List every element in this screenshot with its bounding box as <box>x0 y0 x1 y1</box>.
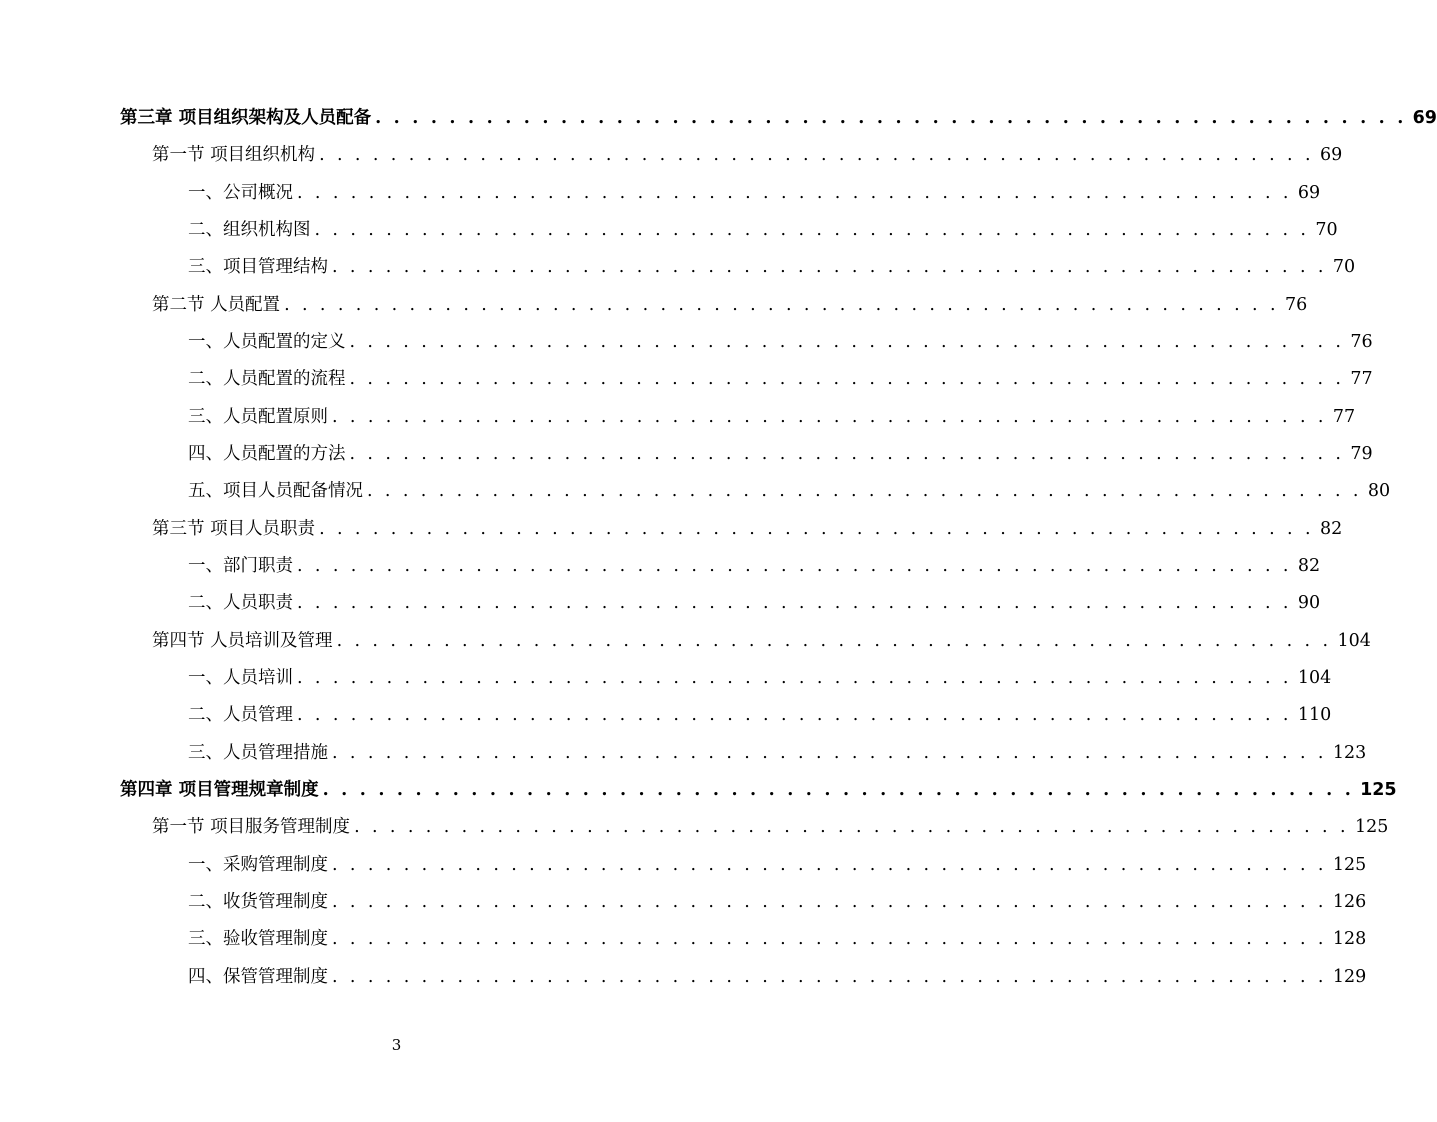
toc-entry-page-number: 69 <box>1319 145 1343 166</box>
toc-entry-page-number: 76 <box>1350 331 1373 352</box>
toc-dot-leader: . . . . . . . . . . . . . . . . . . . . . . . . . . . . . . . . . . . . . . . . . . . . . . . . . . . . . . . . <box>314 219 1310 240</box>
toc-subsection-entry[interactable] <box>0 399 1356 436</box>
toc-dot-leader: . . . . . . . . . . . . . . . . . . . . . . . . . . . . . . . . . . . . . . . . . . . . . . . . . . . . . . . . <box>332 892 1327 913</box>
toc-entry-title: 第四节 人员培训及管理 <box>152 630 333 651</box>
toc-section-entry[interactable] <box>0 511 1343 548</box>
toc-dot-leader: . . . . . . . . . . . . . . . . . . . . . . . . . . . . . . . . . . . . . . . . . . . . . . . . . . . . . . . . <box>375 107 1407 128</box>
toc-entry-title: 三、人员管理措施 <box>188 742 328 763</box>
toc-section-entry[interactable] <box>0 137 1343 174</box>
toc-entry-page-number: 104 <box>1337 630 1371 651</box>
table-of-contents <box>0 100 1437 996</box>
toc-entry-page-number: 128 <box>1332 929 1367 950</box>
toc-subsection-entry[interactable] <box>0 361 1373 398</box>
toc-entry-title: 第一节 项目组织机构 <box>152 145 316 166</box>
toc-entry-page-number: 77 <box>1350 369 1373 390</box>
toc-dot-leader: . . . . . . . . . . . . . . . . . . . . . . . . . . . . . . . . . . . . . . . . . . . . . . . . . . . . . . . . <box>336 630 1332 651</box>
toc-subsection-entry[interactable] <box>0 548 1321 585</box>
toc-entry-title: 一、人员培训 <box>188 668 293 689</box>
toc-entry-page-number: 69 <box>1412 107 1437 128</box>
toc-dot-leader: . . . . . . . . . . . . . . . . . . . . . . . . . . . . . . . . . . . . . . . . . . . . . . . . . . . . . . . . <box>354 817 1349 838</box>
toc-subsection-entry[interactable] <box>0 324 1373 361</box>
toc-subsection-entry[interactable] <box>0 660 1332 697</box>
toc-subsection-entry[interactable] <box>0 473 1391 510</box>
toc-entry-page-number: 70 <box>1332 257 1356 278</box>
toc-entry-title: 一、采购管理制度 <box>188 854 328 875</box>
toc-subsection-entry[interactable] <box>0 847 1367 884</box>
toc-chapter-entry[interactable] <box>0 772 1397 809</box>
toc-entry-page-number: 125 <box>1360 780 1397 801</box>
toc-entry-title: 五、项目人员配备情况 <box>188 481 363 502</box>
toc-dot-leader: . . . . . . . . . . . . . . . . . . . . . . . . . . . . . . . . . . . . . . . . . . . . . . . . . . . . . . . . <box>332 257 1327 278</box>
toc-dot-leader: . . . . . . . . . . . . . . . . . . . . . . . . . . . . . . . . . . . . . . . . . . . . . . . . . . . . . . . . <box>332 406 1327 427</box>
toc-entry-page-number: 125 <box>1332 854 1367 875</box>
toc-entry-title: 四、人员配置的方法 <box>188 444 346 465</box>
toc-entry-title: 一、公司概况 <box>188 182 293 203</box>
toc-subsection-entry[interactable] <box>0 922 1367 959</box>
toc-dot-leader: . . . . . . . . . . . . . . . . . . . . . . . . . . . . . . . . . . . . . . . . . . . . . . . . . . . . . . . . <box>297 182 1292 203</box>
toc-entry-page-number: 69 <box>1297 182 1321 203</box>
toc-entry-page-number: 82 <box>1319 518 1343 539</box>
toc-dot-leader: . . . . . . . . . . . . . . . . . . . . . . . . . . . . . . . . . . . . . . . . . . . . . . . . . . . . . . . . <box>297 668 1292 689</box>
toc-dot-leader: . . . . . . . . . . . . . . . . . . . . . . . . . . . . . . . . . . . . . . . . . . . . . . . . . . . . . . . . <box>332 966 1327 987</box>
toc-dot-leader: . . . . . . . . . . . . . . . . . . . . . . . . . . . . . . . . . . . . . . . . . . . . . . . . . . . . . . . . <box>367 481 1362 502</box>
toc-dot-leader: . . . . . . . . . . . . . . . . . . . . . . . . . . . . . . . . . . . . . . . . . . . . . . . . . . . . . . . . <box>349 369 1345 390</box>
toc-dot-leader: . . . . . . . . . . . . . . . . . . . . . . . . . . . . . . . . . . . . . . . . . . . . . . . . . . . . . . . . <box>284 294 1279 315</box>
toc-subsection-entry[interactable] <box>0 585 1321 622</box>
toc-entry-title: 三、项目管理结构 <box>188 257 328 278</box>
toc-entry-page-number: 104 <box>1297 668 1332 689</box>
toc-entry-title: 第二节 人员配置 <box>152 294 281 315</box>
toc-dot-leader: . . . . . . . . . . . . . . . . . . . . . . . . . . . . . . . . . . . . . . . . . . . . . . . . . . . . . . . . <box>332 742 1327 763</box>
toc-subsection-entry[interactable] <box>0 959 1367 996</box>
toc-dot-leader: . . . . . . . . . . . . . . . . . . . . . . . . . . . . . . . . . . . . . . . . . . . . . . . . . . . . . . . . <box>349 331 1345 352</box>
toc-entry-page-number: 129 <box>1332 966 1367 987</box>
toc-entry-page-number: 80 <box>1367 481 1391 502</box>
toc-entry-title: 一、人员配置的定义 <box>188 331 346 352</box>
toc-dot-leader: . . . . . . . . . . . . . . . . . . . . . . . . . . . . . . . . . . . . . . . . . . . . . . . . . . . . . . . . <box>332 929 1327 950</box>
toc-subsection-entry[interactable] <box>0 175 1321 212</box>
toc-dot-leader: . . . . . . . . . . . . . . . . . . . . . . . . . . . . . . . . . . . . . . . . . . . . . . . . . . . . . . . . <box>297 705 1292 726</box>
toc-subsection-entry[interactable] <box>0 698 1332 735</box>
toc-entry-title: 第一节 项目服务管理制度 <box>152 817 351 838</box>
toc-entry-page-number: 82 <box>1297 556 1321 577</box>
toc-dot-leader: . . . . . . . . . . . . . . . . . . . . . . . . . . . . . . . . . . . . . . . . . . . . . . . . . . . . . . . . <box>349 444 1345 465</box>
toc-entry-page-number: 123 <box>1332 742 1367 763</box>
toc-entry-title: 三、验收管理制度 <box>188 929 328 950</box>
toc-entry-page-number: 79 <box>1350 444 1373 465</box>
toc-entry-title: 第四章 项目管理规章制度 <box>120 780 319 801</box>
toc-entry-title: 二、人员管理 <box>188 705 293 726</box>
toc-dot-leader: . . . . . . . . . . . . . . . . . . . . . . . . . . . . . . . . . . . . . . . . . . . . . . . . . . . . . . . . <box>319 145 1314 166</box>
toc-entry-title: 四、保管管理制度 <box>188 966 328 987</box>
toc-chapter-entry[interactable] <box>0 100 1437 137</box>
toc-dot-leader: . . . . . . . . . . . . . . . . . . . . . . . . . . . . . . . . . . . . . . . . . . . . . . . . . . . . . . . . <box>297 593 1292 614</box>
toc-section-entry[interactable] <box>0 287 1308 324</box>
toc-entry-page-number: 76 <box>1284 294 1308 315</box>
toc-entry-page-number: 70 <box>1315 219 1338 240</box>
toc-section-entry[interactable] <box>0 810 1389 847</box>
toc-entry-title: 三、人员配置原则 <box>188 406 328 427</box>
toc-entry-page-number: 90 <box>1297 593 1321 614</box>
toc-subsection-entry[interactable] <box>0 735 1367 772</box>
toc-entry-title: 二、人员配置的流程 <box>188 369 346 390</box>
toc-subsection-entry[interactable] <box>0 436 1373 473</box>
toc-entry-page-number: 110 <box>1297 705 1332 726</box>
toc-dot-leader: . . . . . . . . . . . . . . . . . . . . . . . . . . . . . . . . . . . . . . . . . . . . . . . . . . . . . . . . <box>322 780 1355 801</box>
toc-dot-leader: . . . . . . . . . . . . . . . . . . . . . . . . . . . . . . . . . . . . . . . . . . . . . . . . . . . . . . . . <box>297 556 1292 577</box>
toc-entry-title: 二、组织机构图 <box>188 219 311 240</box>
toc-dot-leader: . . . . . . . . . . . . . . . . . . . . . . . . . . . . . . . . . . . . . . . . . . . . . . . . . . . . . . . . <box>319 518 1314 539</box>
toc-subsection-entry[interactable] <box>0 249 1356 286</box>
page-number: 3 <box>391 1036 402 1054</box>
toc-entry-page-number: 77 <box>1332 406 1356 427</box>
toc-subsection-entry[interactable] <box>0 884 1367 921</box>
toc-entry-title: 二、收货管理制度 <box>188 892 328 913</box>
toc-entry-title: 第三节 项目人员职责 <box>152 518 316 539</box>
toc-entry-title: 二、人员职责 <box>188 593 293 614</box>
toc-subsection-entry[interactable] <box>0 212 1338 249</box>
toc-entry-page-number: 125 <box>1354 817 1389 838</box>
toc-entry-page-number: 126 <box>1332 892 1367 913</box>
toc-section-entry[interactable] <box>0 623 1371 660</box>
toc-entry-title: 第三章 项目组织架构及人员配备 <box>120 107 372 128</box>
toc-entry-title: 一、部门职责 <box>188 556 293 577</box>
toc-dot-leader: . . . . . . . . . . . . . . . . . . . . . . . . . . . . . . . . . . . . . . . . . . . . . . . . . . . . . . . . <box>332 854 1327 875</box>
